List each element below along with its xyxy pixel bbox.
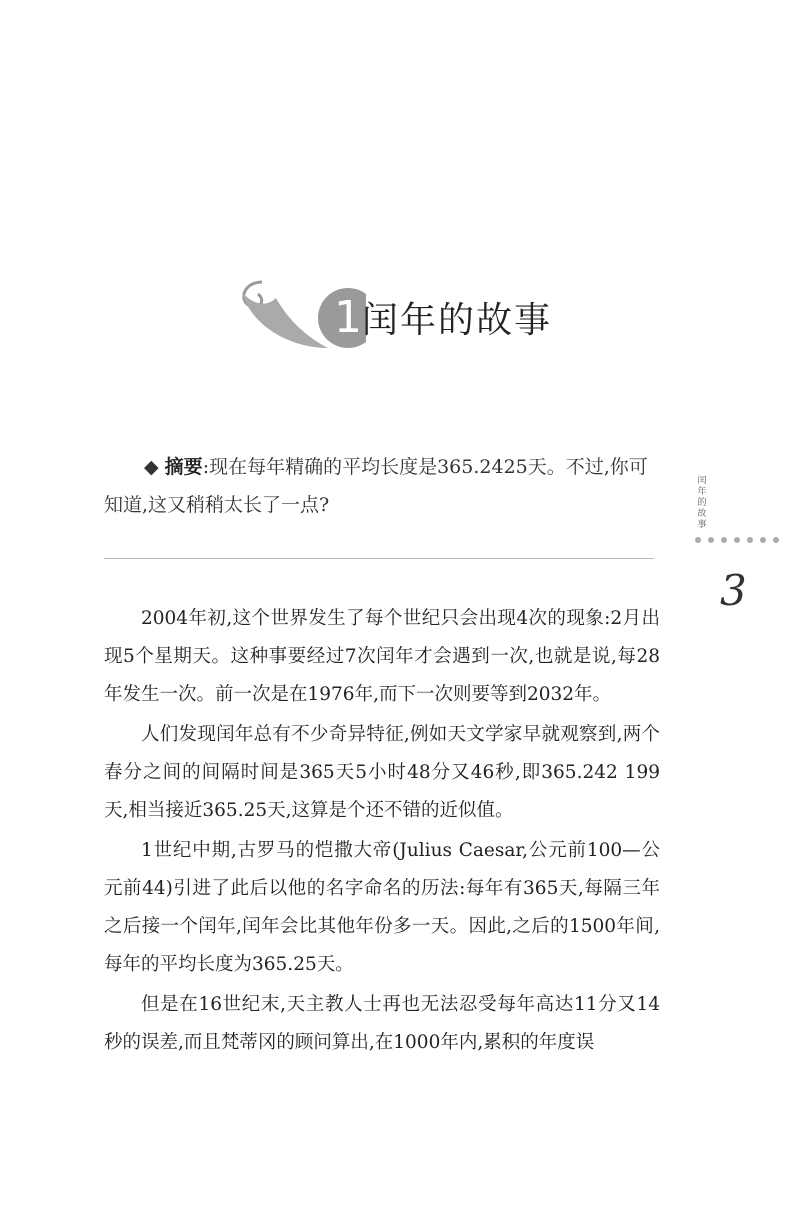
dot-icon [734, 537, 740, 543]
page-number: 3 [720, 566, 747, 615]
chapter-heading [236, 272, 656, 362]
paragraph: 2004年初,这个世界发生了每个世纪只会出现4次的现象:2月出现5个星期天。这种事要经过7次闰年才会遇到一次,也就是说,每28年发生一次。前一次是在1976年,而下一次则要等到2032年。 [104, 608, 660, 705]
abstract-label: 摘要 [164, 456, 203, 478]
dot-icon [760, 537, 766, 543]
dot-icon [747, 537, 753, 543]
dot-icon [721, 537, 727, 543]
dot-icon [708, 537, 714, 543]
paragraph: 人们发现闰年总有不少奇异特征,例如天文学家早就观察到,两个春分之间的间隔时间是365天5小时48分又46秒,即365.242 199天,相当接近365.25天,这算是个还不错的近似值。 [104, 724, 660, 821]
side-tab-char: 年 [697, 487, 707, 497]
dot-icon [773, 537, 779, 543]
abstract [104, 448, 660, 524]
side-tab-char: 事 [697, 520, 707, 530]
paragraph: 但是在16世纪末,天主教人士再也无法忍受每年高达11分又14秒的误差,而且梵蒂冈的顾问算出,在1000年内,累积的年度误 [104, 994, 660, 1053]
diamond-bullet-icon: ◆ [144, 456, 159, 478]
body-text [104, 600, 660, 1064]
side-tab-label [694, 476, 710, 531]
abstract-text-1: :现在每年精确的平均长度是365.2425天。不过,你可 [202, 456, 648, 478]
side-dots [695, 537, 786, 545]
abstract-line-2: 知道,这又稍稍太长了一点? [104, 494, 330, 516]
side-tab-char: 闰 [697, 476, 707, 486]
side-tab-char: 的 [697, 498, 707, 508]
paragraph: 1世纪中期,古罗马的恺撒大帝(Julius Caesar,公元前100—公元前44)引进了此后以他的名字命名的历法:每年有365天,每隔三年之后接一个闰年,闰年会比其他年份多一天。因此,之后的1500年间,每年的平均长度为365.25天。 [104, 840, 660, 975]
chapter-title: 闰年的故事 [362, 300, 553, 341]
abstract-line-1 [104, 448, 660, 486]
section-divider [104, 558, 654, 559]
chapter-number: 1 [334, 292, 362, 343]
side-tab-char: 故 [697, 509, 707, 519]
dot-icon [695, 537, 701, 543]
